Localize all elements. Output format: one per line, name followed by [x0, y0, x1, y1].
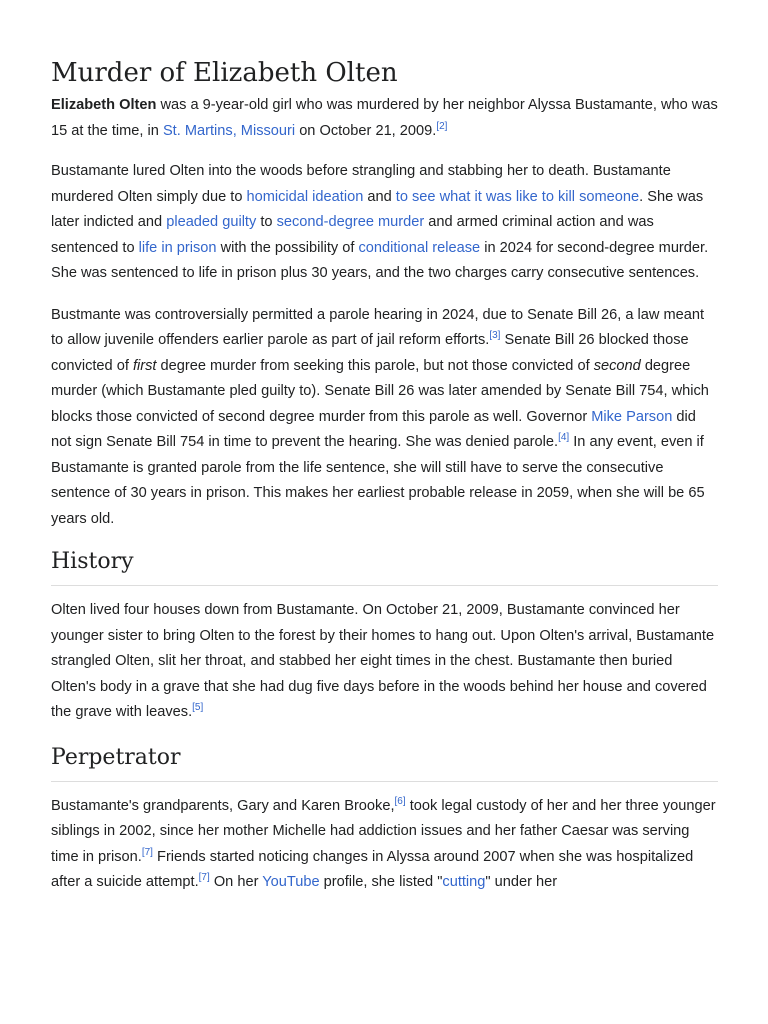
perpetrator-paragraph: Bustamante's grandparents, Gary and Karen Brooke,[6] took legal custody of her and her three younger siblings in 2002, since her mother Michelle had addiction issues and her father Caesar was serving time in prison.[7] Friends started noticing changes in Alyssa around 2007 when she was hospitalized after a suicide attempt.[7] On her YouTube profile, she listed "cutting" under her [51, 795, 716, 890]
ref-7-second[interactable]: [7] [198, 872, 210, 883]
link-homicidal-ideation[interactable]: homicidal ideation [246, 188, 364, 205]
summary-paragraph: Bustamante lured Olten into the woods before strangling and stabbing her to death. Bustamante murdered Olten simply due to homicidal ideation and to see what it was like to kill someone. She was later indicted and pleaded guilty to second-degree murder and armed criminal action and was sentenced to life in prison with the possibility of conditional release in 2024 for second-degree murder. She was sentenced to life in prison plus 30 years, and the two charges carry consecutive sentences. [51, 163, 709, 281]
history-paragraph: Olten lived four houses down from Bustamante. On October 21, 2009, Bustamante convinced her younger sister to bring Olten to the forest by their homes to hang out. Upon Olten's arrival, Bustamante strangled Olten, slit her throat, and stabbed her eight times in the chest. Bustamante then buried Olten's body in a grave that she had dug five days before in the woods behind her house and covered the grave with leaves.[5] [51, 602, 715, 720]
ref-4[interactable]: [4] [558, 432, 570, 443]
ref-5[interactable]: [5] [192, 702, 204, 713]
link-to-see-what-it-was-like[interactable]: to see what it was like to kill someone [395, 188, 640, 205]
link-cutting[interactable]: cutting [442, 874, 486, 890]
link-pleaded-guilty[interactable]: pleaded guilty [166, 214, 257, 230]
ref-7[interactable]: [7] [141, 846, 153, 858]
article-body [51, 0, 718, 896]
page-title: Murder of Elizabeth Olten [51, 58, 398, 88]
subject-name: Elizabeth Olten [51, 97, 157, 113]
link-st-martins[interactable]: St. Martins, Missouri [162, 122, 296, 139]
section-heading-history: History [51, 548, 718, 586]
parole-paragraph: Bustmante was controversially permitted a parole hearing in 2024, due to Senate Bill 26, a law meant to allow juvenile offenders earlier parole as part of jail reform efforts.[3] Senate Bill 26 blocked those convicted of first degree murder from seeking this parole, but not those convicted of second degree murder (which Bustamante pled guilty to). Senate Bill 26 was later amended by Senate Bill 754, which blocks those convicted of second degree murder from this parole as well. Governor Mike Parson did not sign Senate Bill 754 in time to prevent the hearing. She was denied parole.[4] In any event, even if Bustamante is granted parole from the life sentence, she will still have to serve the consecutive sentence of 30 years in prison. This makes her earliest probable release in 2059, when she will be 65 years old. [51, 306, 709, 527]
link-second-degree-murder[interactable]: second-degree murder [276, 214, 425, 230]
section-heading-perpetrator: Perpetrator [51, 744, 718, 782]
ref-2[interactable]: [2] [436, 120, 448, 132]
link-mike-parson[interactable]: Mike Parson [591, 408, 673, 425]
link-life-in-prison[interactable]: life in prison [138, 239, 217, 256]
ref-3[interactable]: [3] [489, 330, 501, 341]
ref-6[interactable]: [6] [394, 795, 406, 807]
link-youtube[interactable]: YouTube [262, 874, 320, 890]
intro-paragraph: Elizabeth Olten was a 9-year-old girl who was murdered by her neighbor Alyssa Bustamante, who was 15 at the time, in St. Martins, Missouri on October 21, 2009.[2] [51, 97, 718, 139]
link-conditional-release[interactable]: conditional release [358, 239, 481, 256]
